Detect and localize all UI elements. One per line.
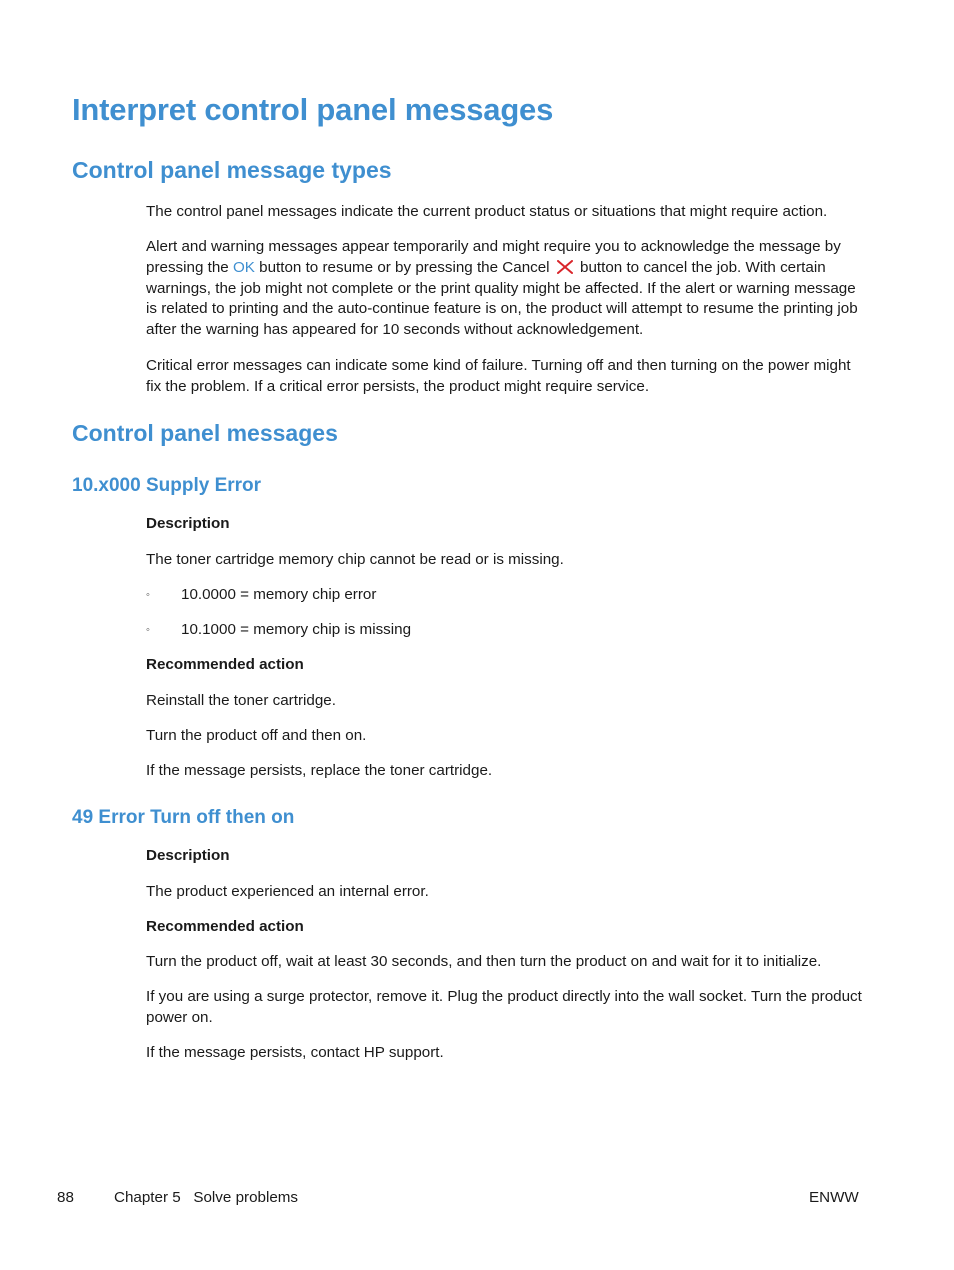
action-text: Reinstall the toner cartridge.: [146, 692, 336, 709]
message-heading-49-error: 49 Error Turn off then on: [72, 807, 295, 828]
paragraph-critical: Critical error messages can indicate some kind of failure. Turning off and then turning on the power might fix the problem. If a critical error persists, the product might require service.: [146, 357, 851, 395]
paragraph-alerts-part2: button to resume or by pressing the Cancel: [254, 258, 554, 276]
description-text: The toner cartridge memory chip cannot be read or is missing.: [146, 551, 564, 568]
recommended-action-label: Recommended action: [146, 918, 304, 935]
action-text: Turn the product off, wait at least 30 seconds, and then turn the product on and wait for it to initialize.: [146, 953, 822, 970]
list-item-text: 10.1000 = memory chip is missing: [181, 621, 412, 638]
action-text: If you are using a surge protector, remove it. Plug the product directly into the wall socket. Turn the product power on.: [146, 988, 862, 1026]
description-text: The product experienced an internal error.: [146, 883, 429, 900]
footer-edition-code: ENWW: [809, 1189, 859, 1206]
action-text: If the message persists, replace the toner cartridge.: [146, 762, 493, 779]
page-title: Interpret control panel messages: [72, 92, 554, 127]
paragraph-alerts-part1: Alert and warning messages appear temporarily and might require you to acknowledge the message by pressing the: [146, 238, 841, 276]
description-label: Description: [146, 515, 230, 532]
section-heading-messages: Control panel messages: [72, 420, 338, 446]
action-text: Turn the product off and then on.: [146, 727, 367, 744]
list-item-text: 10.0000 = memory chip error: [181, 586, 377, 603]
message-heading-supply-error: 10.x000 Supply Error: [72, 475, 262, 496]
page-number: 88: [57, 1189, 74, 1206]
bullet-circle-icon: ◦: [146, 589, 150, 601]
footer-chapter: Chapter 5 Solve problems: [114, 1189, 299, 1206]
paragraph-alerts-part3: button to cancel the job. With certain warnings, the job might not complete or the print quality might be affected. If the alert or warning message is related to printing and the auto-continue feature is on, the product will attempt to resume the printing job after the warning has appeared for 10 seconds without acknowledgement.: [146, 258, 858, 339]
section-heading-message-types: Control panel message types: [72, 157, 392, 183]
ok-button-reference: OK: [232, 258, 255, 276]
paragraph-alerts: [146, 237, 866, 341]
description-label: Description: [146, 847, 230, 864]
action-text: If the message persists, contact HP support.: [146, 1044, 444, 1061]
cancel-x-icon: [556, 260, 574, 274]
paragraph-intro: The control panel messages indicate the current product status or situations that might require action.: [146, 203, 828, 220]
bullet-circle-icon: ◦: [146, 624, 150, 636]
recommended-action-label: Recommended action: [146, 656, 304, 673]
